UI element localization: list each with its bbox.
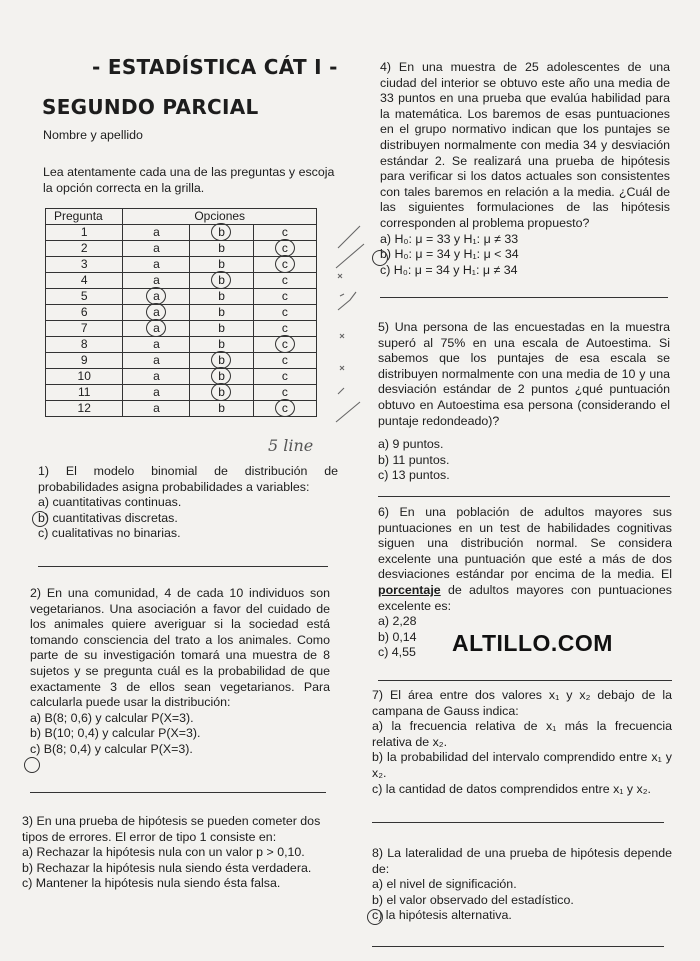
grid-option-a: a bbox=[153, 225, 160, 239]
question-8 bbox=[372, 846, 672, 924]
grid-row bbox=[46, 401, 317, 417]
grid-option-c: c bbox=[281, 257, 288, 271]
q5-stem: 5) Una persona de las encuestadas en la muestra superó al 75% en una escala de Autoestima. Si sabemos que los puntajes de esa escala se distribuyen normalmente con una media de 10 y una desviación estándar de 2 puntos ¿qué puntuación obtuvo en Autoestima esa persona (considerando el puntaje redondeado)? bbox=[378, 320, 670, 428]
grid-row bbox=[46, 385, 317, 401]
q8-option-b: b) el valor observado del estadístico. bbox=[372, 892, 574, 907]
q2-option-b: b) B(10; 0,4) y calcular P(X=3). bbox=[30, 726, 201, 741]
q4-option-b: b) H₀: μ = 34 y H₁: μ < 34 bbox=[380, 247, 519, 262]
grid-row bbox=[46, 369, 317, 385]
grid-option-a: a bbox=[153, 305, 160, 319]
grid-question-number: 5 bbox=[80, 289, 88, 303]
grid-row bbox=[46, 225, 317, 241]
grid-option-c: c bbox=[281, 353, 288, 367]
q5-option-c: c) 13 puntos. bbox=[378, 468, 450, 483]
grid-question-number: 2 bbox=[80, 241, 88, 255]
grid-header-question: Pregunta bbox=[46, 209, 123, 225]
q6-stem-part1: 6) En una población de adultos mayores sus puntuaciones en un test de habilidades cognitivas siguen una distribución normal. Se considera excelente una puntuación que esté a más de dos desviaciones estándar por encima de la media. El bbox=[378, 505, 672, 582]
divider bbox=[30, 792, 326, 793]
check-marks bbox=[330, 218, 370, 438]
grid-option-a: a bbox=[153, 353, 160, 367]
grid-option-a: a bbox=[153, 289, 160, 303]
divider bbox=[372, 822, 664, 823]
q7-option-a: a) la frecuencia relativa de x₁ más la frecuencia relativa de x₂. bbox=[372, 719, 672, 749]
grid-option-c: c bbox=[281, 305, 288, 319]
grid-option-a: a bbox=[153, 337, 160, 351]
q6-stem-part2: de adultos mayores con puntuaciones excelente es: bbox=[378, 582, 672, 613]
grid-option-b-cell bbox=[190, 289, 253, 305]
q1-stem: 1) El modelo binomial de distribución de probabilidades asigna probabilidades a variables: bbox=[38, 464, 338, 494]
grid-row bbox=[46, 289, 317, 305]
grid-option-c-cell bbox=[253, 257, 316, 273]
selected-answer-circle bbox=[211, 271, 231, 289]
grid-option-c: c bbox=[281, 289, 288, 303]
divider bbox=[38, 566, 328, 567]
grid-option-b-cell bbox=[190, 225, 253, 241]
exam-title: - ESTADÍSTICA CÁT I - bbox=[92, 55, 338, 79]
q2-answer-ring bbox=[24, 757, 40, 773]
q6-option-a: a) 2,28 bbox=[378, 614, 417, 629]
grid-option-a-cell bbox=[123, 337, 190, 353]
grid-question-number: 4 bbox=[80, 273, 88, 287]
grid-option-b: b bbox=[218, 289, 225, 303]
q4-stem: 4) En una muestra de 25 adolescentes de una ciudad del interior se obtuvo este año una media de 33 puntos en una prueba que evalúa habilidad para la matemática. Los baremos de esas puntuaciones en el grupo normativo indican que los puntajes se distribuyen normalmente con media 34 y desviación estándar 2. Se realizará una prueba de hipótesis para verificar si los datos actuales son consistentes con tales baremos en relación a la media. ¿Cuál de las siguientes formulaciones de las hipótesis corresponden al problema propuesto? bbox=[380, 60, 670, 230]
q6-option-b: b) 0,14 bbox=[378, 629, 417, 644]
grid-option-b: b bbox=[218, 321, 225, 335]
grid-option-c: c bbox=[281, 337, 288, 351]
divider bbox=[378, 496, 670, 497]
q7-option-c: c) la cantidad de datos comprendidos entre x₁ y x₂. bbox=[372, 781, 651, 796]
grid-question-number-cell bbox=[46, 337, 123, 353]
q2-option-c: c) B(8; 0,4) y calcular P(X=3). bbox=[30, 741, 193, 756]
q1-answer-ring bbox=[32, 511, 48, 527]
grid-header-options: Opciones bbox=[123, 209, 317, 225]
q3-option-c: c) Mantener la hipótesis nula siendo ésta falsa. bbox=[22, 876, 281, 891]
grid-option-a: a bbox=[153, 241, 160, 255]
divider bbox=[378, 680, 672, 681]
q3-option-a: a) Rechazar la hipótesis nula con un valor p > 0,10. bbox=[22, 845, 305, 860]
selected-answer-circle bbox=[275, 399, 295, 417]
q1-option-a: a) cuantitativas continuas. bbox=[38, 495, 182, 510]
grid-question-number-cell bbox=[46, 225, 123, 241]
q3-option-b: b) Rechazar la hipótesis nula siendo ésta verdadera. bbox=[22, 860, 312, 875]
q4-option-a: a) H₀: μ = 33 y H₁: μ ≠ 33 bbox=[380, 231, 519, 246]
q1-option-b: b) cuantitativas discretas. bbox=[38, 510, 178, 525]
grid-option-a-cell bbox=[123, 385, 190, 401]
grid-option-a: a bbox=[153, 369, 160, 383]
question-1 bbox=[38, 464, 338, 542]
grid-option-a-cell bbox=[123, 353, 190, 369]
grid-option-b-cell bbox=[190, 321, 253, 337]
grid-option-a: a bbox=[153, 385, 160, 399]
q8-option-a: a) el nivel de significación. bbox=[372, 877, 517, 892]
grid-option-c-cell bbox=[253, 273, 316, 289]
q6-stem-underlined: porcentaje bbox=[378, 582, 441, 597]
grid-question-number: 6 bbox=[80, 305, 88, 319]
grid-option-b: b bbox=[218, 241, 225, 255]
grid-question-number-cell bbox=[46, 353, 123, 369]
question-5 bbox=[378, 320, 670, 484]
grid-row bbox=[46, 321, 317, 337]
q3-stem: 3) En una prueba de hipótesis se pueden cometer dos tipos de errores. El error de tipo 1 consiste en: bbox=[22, 814, 321, 844]
grid-question-number: 7 bbox=[80, 321, 88, 335]
grid-option-b-cell bbox=[190, 241, 253, 257]
divider bbox=[380, 297, 668, 298]
grid-option-a: a bbox=[153, 321, 160, 335]
selected-answer-circle bbox=[211, 383, 231, 401]
grid-question-number-cell bbox=[46, 257, 123, 273]
grid-option-b: b bbox=[218, 401, 225, 415]
grid-option-b: b bbox=[218, 337, 225, 351]
grid-option-c-cell bbox=[253, 289, 316, 305]
grid-option-a: a bbox=[153, 401, 160, 415]
exam-subtitle: SEGUNDO PARCIAL bbox=[42, 95, 259, 119]
grid-question-number-cell bbox=[46, 369, 123, 385]
q5-option-b: b) 11 puntos. bbox=[378, 452, 450, 467]
grid-option-b: b bbox=[218, 369, 225, 383]
question-7 bbox=[372, 688, 672, 797]
grid-question-number: 1 bbox=[80, 225, 88, 239]
answer-grid bbox=[45, 208, 317, 417]
grid-option-a-cell bbox=[123, 321, 190, 337]
q8-option-c: c) la hipótesis alternativa. bbox=[372, 908, 512, 923]
q7-option-b: b) la probabilidad del intervalo comprendido entre x₁ y x₂. bbox=[372, 750, 672, 780]
q2-option-a: a) B(8; 0,6) y calcular P(X=3). bbox=[30, 710, 194, 725]
grid-option-b: b bbox=[218, 273, 225, 287]
grid-option-b-cell bbox=[190, 401, 253, 417]
grid-option-b: b bbox=[218, 225, 225, 239]
grid-option-b: b bbox=[218, 257, 225, 271]
question-4 bbox=[380, 60, 670, 278]
selected-answer-circle bbox=[275, 255, 295, 273]
grid-option-c: c bbox=[281, 369, 288, 383]
q4-option-c: c) H₀: μ = 34 y H₁: μ ≠ 34 bbox=[380, 262, 518, 277]
grid-question-number: 8 bbox=[80, 337, 88, 351]
grid-row bbox=[46, 305, 317, 321]
grid-option-c: c bbox=[281, 241, 288, 255]
grid-question-number: 3 bbox=[80, 257, 88, 271]
q5-option-a: a) 9 puntos. bbox=[378, 437, 444, 452]
q2-stem: 2) En una comunidad, 4 de cada 10 individuos son vegetarianos. Una asociación a favor del cuidado de los animales quiere averiguar si la sociedad está tomando consciencia del trato a los animales. Como parte de su investigación tomará una muestra de 8 sujetos y se pregunta cuál es la probabilidad de que exactamente 3 de ellos sean vegetarianos. Para calcularla puede usar la distribución: bbox=[30, 586, 330, 710]
q7-stem: 7) El área entre dos valores x₁ y x₂ debajo de la campana de Gauss indica: bbox=[372, 688, 672, 718]
grid-option-c-cell bbox=[253, 337, 316, 353]
grid-question-number: 10 bbox=[77, 369, 91, 383]
grid-question-number-cell bbox=[46, 289, 123, 305]
question-3 bbox=[22, 814, 332, 892]
grid-option-c: c bbox=[281, 225, 288, 239]
name-label: Nombre y apellido bbox=[43, 128, 143, 142]
grid-row bbox=[46, 353, 317, 369]
grid-option-c: c bbox=[281, 273, 288, 287]
grid-option-a-cell bbox=[123, 257, 190, 273]
q8-stem: 8) La lateralidad de una prueba de hipótesis depende de: bbox=[372, 846, 672, 876]
grid-row bbox=[46, 337, 317, 353]
q1-option-c: c) cualitativas no binarias. bbox=[38, 526, 181, 541]
grid-option-c-cell bbox=[253, 369, 316, 385]
grid-question-number: 11 bbox=[77, 385, 91, 399]
question-2 bbox=[30, 586, 330, 758]
q6-option-c: c) 4,55 bbox=[378, 645, 416, 660]
grid-option-c-cell bbox=[253, 305, 316, 321]
grid-row bbox=[46, 273, 317, 289]
grid-option-b: b bbox=[218, 385, 225, 399]
grid-option-b-cell bbox=[190, 273, 253, 289]
grid-option-c: c bbox=[281, 385, 288, 399]
altillo-watermark: ALTILLO.COM bbox=[452, 630, 613, 656]
grid-option-b-cell bbox=[190, 385, 253, 401]
grid-option-a: a bbox=[153, 257, 160, 271]
selected-answer-circle bbox=[211, 223, 231, 241]
grid-question-number: 9 bbox=[80, 353, 88, 367]
grid-row bbox=[46, 257, 317, 273]
grid-question-number-cell bbox=[46, 321, 123, 337]
instructions: Lea atentamente cada una de las preguntas y escoja la opción correcta en la grilla. bbox=[43, 165, 335, 195]
divider bbox=[372, 946, 664, 947]
grid-option-c: c bbox=[281, 321, 288, 335]
grid-question-number-cell bbox=[46, 401, 123, 417]
grid-option-a: a bbox=[153, 273, 160, 287]
grid-option-a-cell bbox=[123, 369, 190, 385]
q8-answer-ring bbox=[367, 909, 383, 925]
grid-option-b: b bbox=[218, 353, 225, 367]
grid-option-b-cell bbox=[190, 305, 253, 321]
grid-option-c-cell bbox=[253, 401, 316, 417]
selected-answer-circle bbox=[275, 335, 295, 353]
grid-option-b: b bbox=[218, 305, 225, 319]
grid-question-number-cell bbox=[46, 241, 123, 257]
grid-option-a-cell bbox=[123, 401, 190, 417]
grid-row bbox=[46, 241, 317, 257]
grid-option-a-cell bbox=[123, 241, 190, 257]
handwritten-note: 5 line bbox=[268, 436, 314, 455]
grid-option-c-cell bbox=[253, 353, 316, 369]
q4-answer-ring bbox=[372, 250, 388, 266]
selected-answer-circle bbox=[146, 319, 166, 337]
grid-question-number-cell bbox=[46, 305, 123, 321]
grid-question-number: 12 bbox=[77, 401, 91, 415]
grid-option-c: c bbox=[281, 401, 288, 415]
grid-question-number-cell bbox=[46, 385, 123, 401]
grid-option-a-cell bbox=[123, 225, 190, 241]
grid-question-number-cell bbox=[46, 273, 123, 289]
